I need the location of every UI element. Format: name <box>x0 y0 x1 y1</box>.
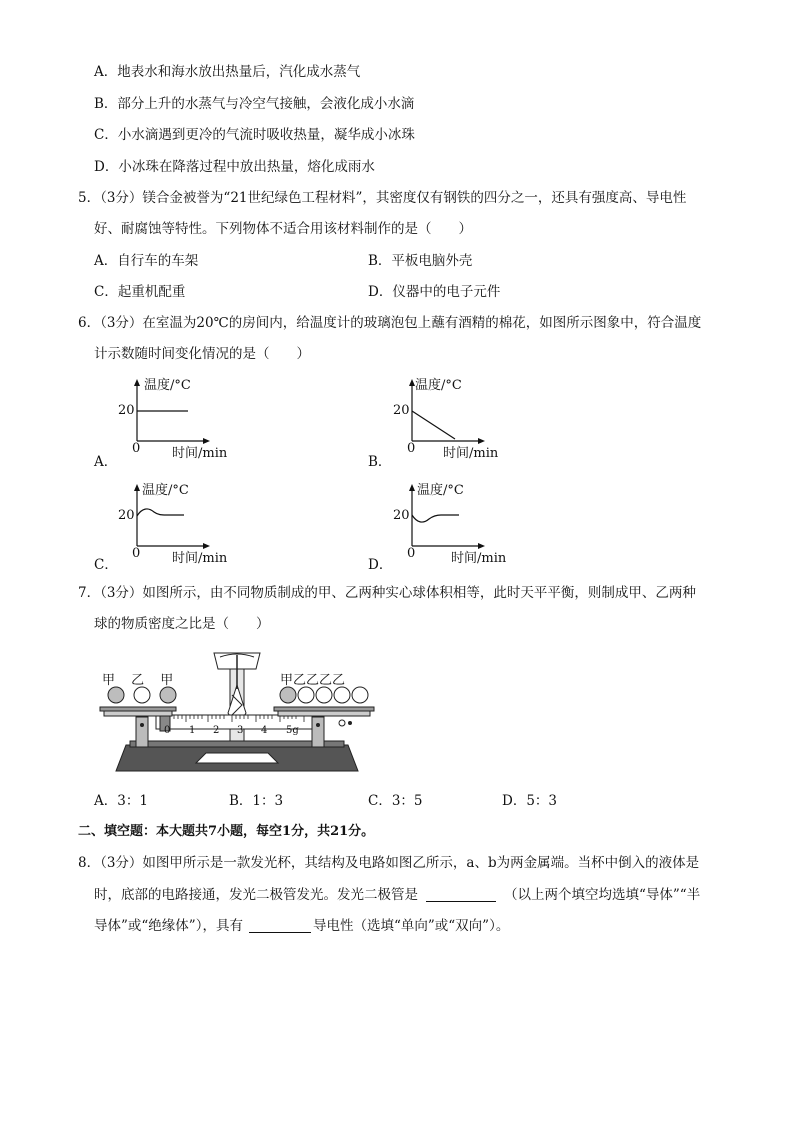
graph-b-xlabel: 时间/min <box>443 446 499 461</box>
q8-line2-text-b: （以上两个填空均选填“导体”“半 <box>504 887 701 903</box>
q6-option-a-letter: A． <box>94 454 118 470</box>
q6-graph-d <box>393 480 533 565</box>
graph-c-tick-20: 20 <box>118 508 135 523</box>
graph-a-ylabel: 温度/°C <box>144 378 191 393</box>
q6-option-d-letter: D． <box>368 557 393 573</box>
q8-stem-line3 <box>94 917 509 935</box>
q8-stem-line2 <box>94 886 700 904</box>
q5-option-b: B．平板电脑外壳 <box>368 253 473 269</box>
graph-a-origin: 0 <box>132 441 141 456</box>
q7-balance-figure <box>96 645 378 775</box>
q7-scale-1: 1 <box>189 725 196 736</box>
section-fill-blank-heading: 二、填空题：本大题共7小题，每空1分，共21分。 <box>78 824 375 839</box>
q5-stem-line1: 5．（3分）镁合金被誉为“21世纪绿色工程材料”，其密度仅有钢铁的四分之一，还具有强度高、导电性 <box>78 190 687 206</box>
q6-option-c-letter: C． <box>94 557 118 573</box>
q7-option-c: C．3：5 <box>368 793 423 809</box>
q8-stem-line1: 8．（3分）如图甲所示是一款发光杯，其结构及电路如图乙所示，a、b为两金属端。当杯中倒入的液体是 <box>78 855 700 871</box>
q7-scale-2: 2 <box>213 725 220 736</box>
graph-c-origin: 0 <box>132 546 141 561</box>
graph-c-xlabel: 时间/min <box>172 551 228 566</box>
q8-line3-text-a: 导体”或“绝缘体”），具有 <box>94 918 243 934</box>
q7-scale-4: 4 <box>261 725 268 736</box>
graph-a-tick-20: 20 <box>118 403 135 418</box>
graph-d-ylabel: 温度/°C <box>417 483 464 498</box>
q7-option-d: D．5：3 <box>502 793 558 809</box>
q6-graph-c <box>118 480 258 565</box>
q8-answer-blank-1[interactable] <box>426 887 496 902</box>
q8-answer-blank-2[interactable] <box>249 918 311 933</box>
q6-stem-line2: 计示数随时间变化情况的是（ ） <box>94 346 310 362</box>
q4-option-c: C．小水滴遇到更冷的气流时吸收热量，凝华成小冰珠 <box>94 127 415 143</box>
q7-stem-line1: 7．（3分）如图所示，由不同物质制成的甲、乙两种实心球体积相等，此时天平平衡，则制成甲、乙两种 <box>78 585 696 601</box>
graph-b-tick-20: 20 <box>393 403 410 418</box>
q7-scale-3: 3 <box>237 725 244 736</box>
graph-a-xlabel: 时间/min <box>172 446 228 461</box>
q4-option-a: A．地表水和海水放出热量后，汽化成水蒸气 <box>94 64 361 80</box>
graph-d-origin: 0 <box>407 546 416 561</box>
graph-c-ylabel: 温度/°C <box>142 483 189 498</box>
q7-option-b: B．1：3 <box>229 793 284 809</box>
graph-b-ylabel: 温度/°C <box>415 378 462 393</box>
q6-stem-line1: 6．（3分）在室温为20℃的房间内，给温度计的玻璃泡包上蘸有酒精的棉花，如图所示图象中，符合温度 <box>78 315 702 331</box>
q7-left-pan-labels: 甲 乙 甲 <box>102 673 180 688</box>
q7-scale-5g: 5g <box>286 725 299 736</box>
graph-b-origin: 0 <box>407 441 416 456</box>
q7-scale-0: 0 <box>164 725 171 736</box>
q5-option-a: A．自行车的车架 <box>94 253 199 269</box>
q5-option-c: C．起重机配重 <box>94 284 186 300</box>
q7-right-pan-labels: 甲乙乙乙乙 <box>280 673 346 688</box>
q6-option-b-letter: B． <box>368 454 392 470</box>
q7-option-a: A．3：1 <box>94 793 148 809</box>
q5-stem-line2: 好、耐腐蚀等特性。下列物体不适合用该材料制作的是（ ） <box>94 221 472 237</box>
graph-d-tick-20: 20 <box>393 508 410 523</box>
q4-option-b: B．部分上升的水蒸气与冷空气接触，会液化成小水滴 <box>94 96 415 112</box>
q6-graph-b <box>393 375 533 460</box>
q6-graph-a <box>118 375 258 460</box>
q8-line2-text-a: 时，底部的电路接通，发光二极管发光。发光二极管是 <box>94 887 418 903</box>
graph-d-xlabel: 时间/min <box>451 551 507 566</box>
q4-option-d: D．小冰珠在降落过程中放出热量，熔化成雨水 <box>94 159 375 175</box>
q7-stem-line2: 球的物质密度之比是（ ） <box>94 616 270 632</box>
q8-line3-text-b: 导电性（选填“单向”或“双向”）。 <box>312 918 510 934</box>
q5-option-d: D．仪器中的电子元件 <box>368 284 501 300</box>
